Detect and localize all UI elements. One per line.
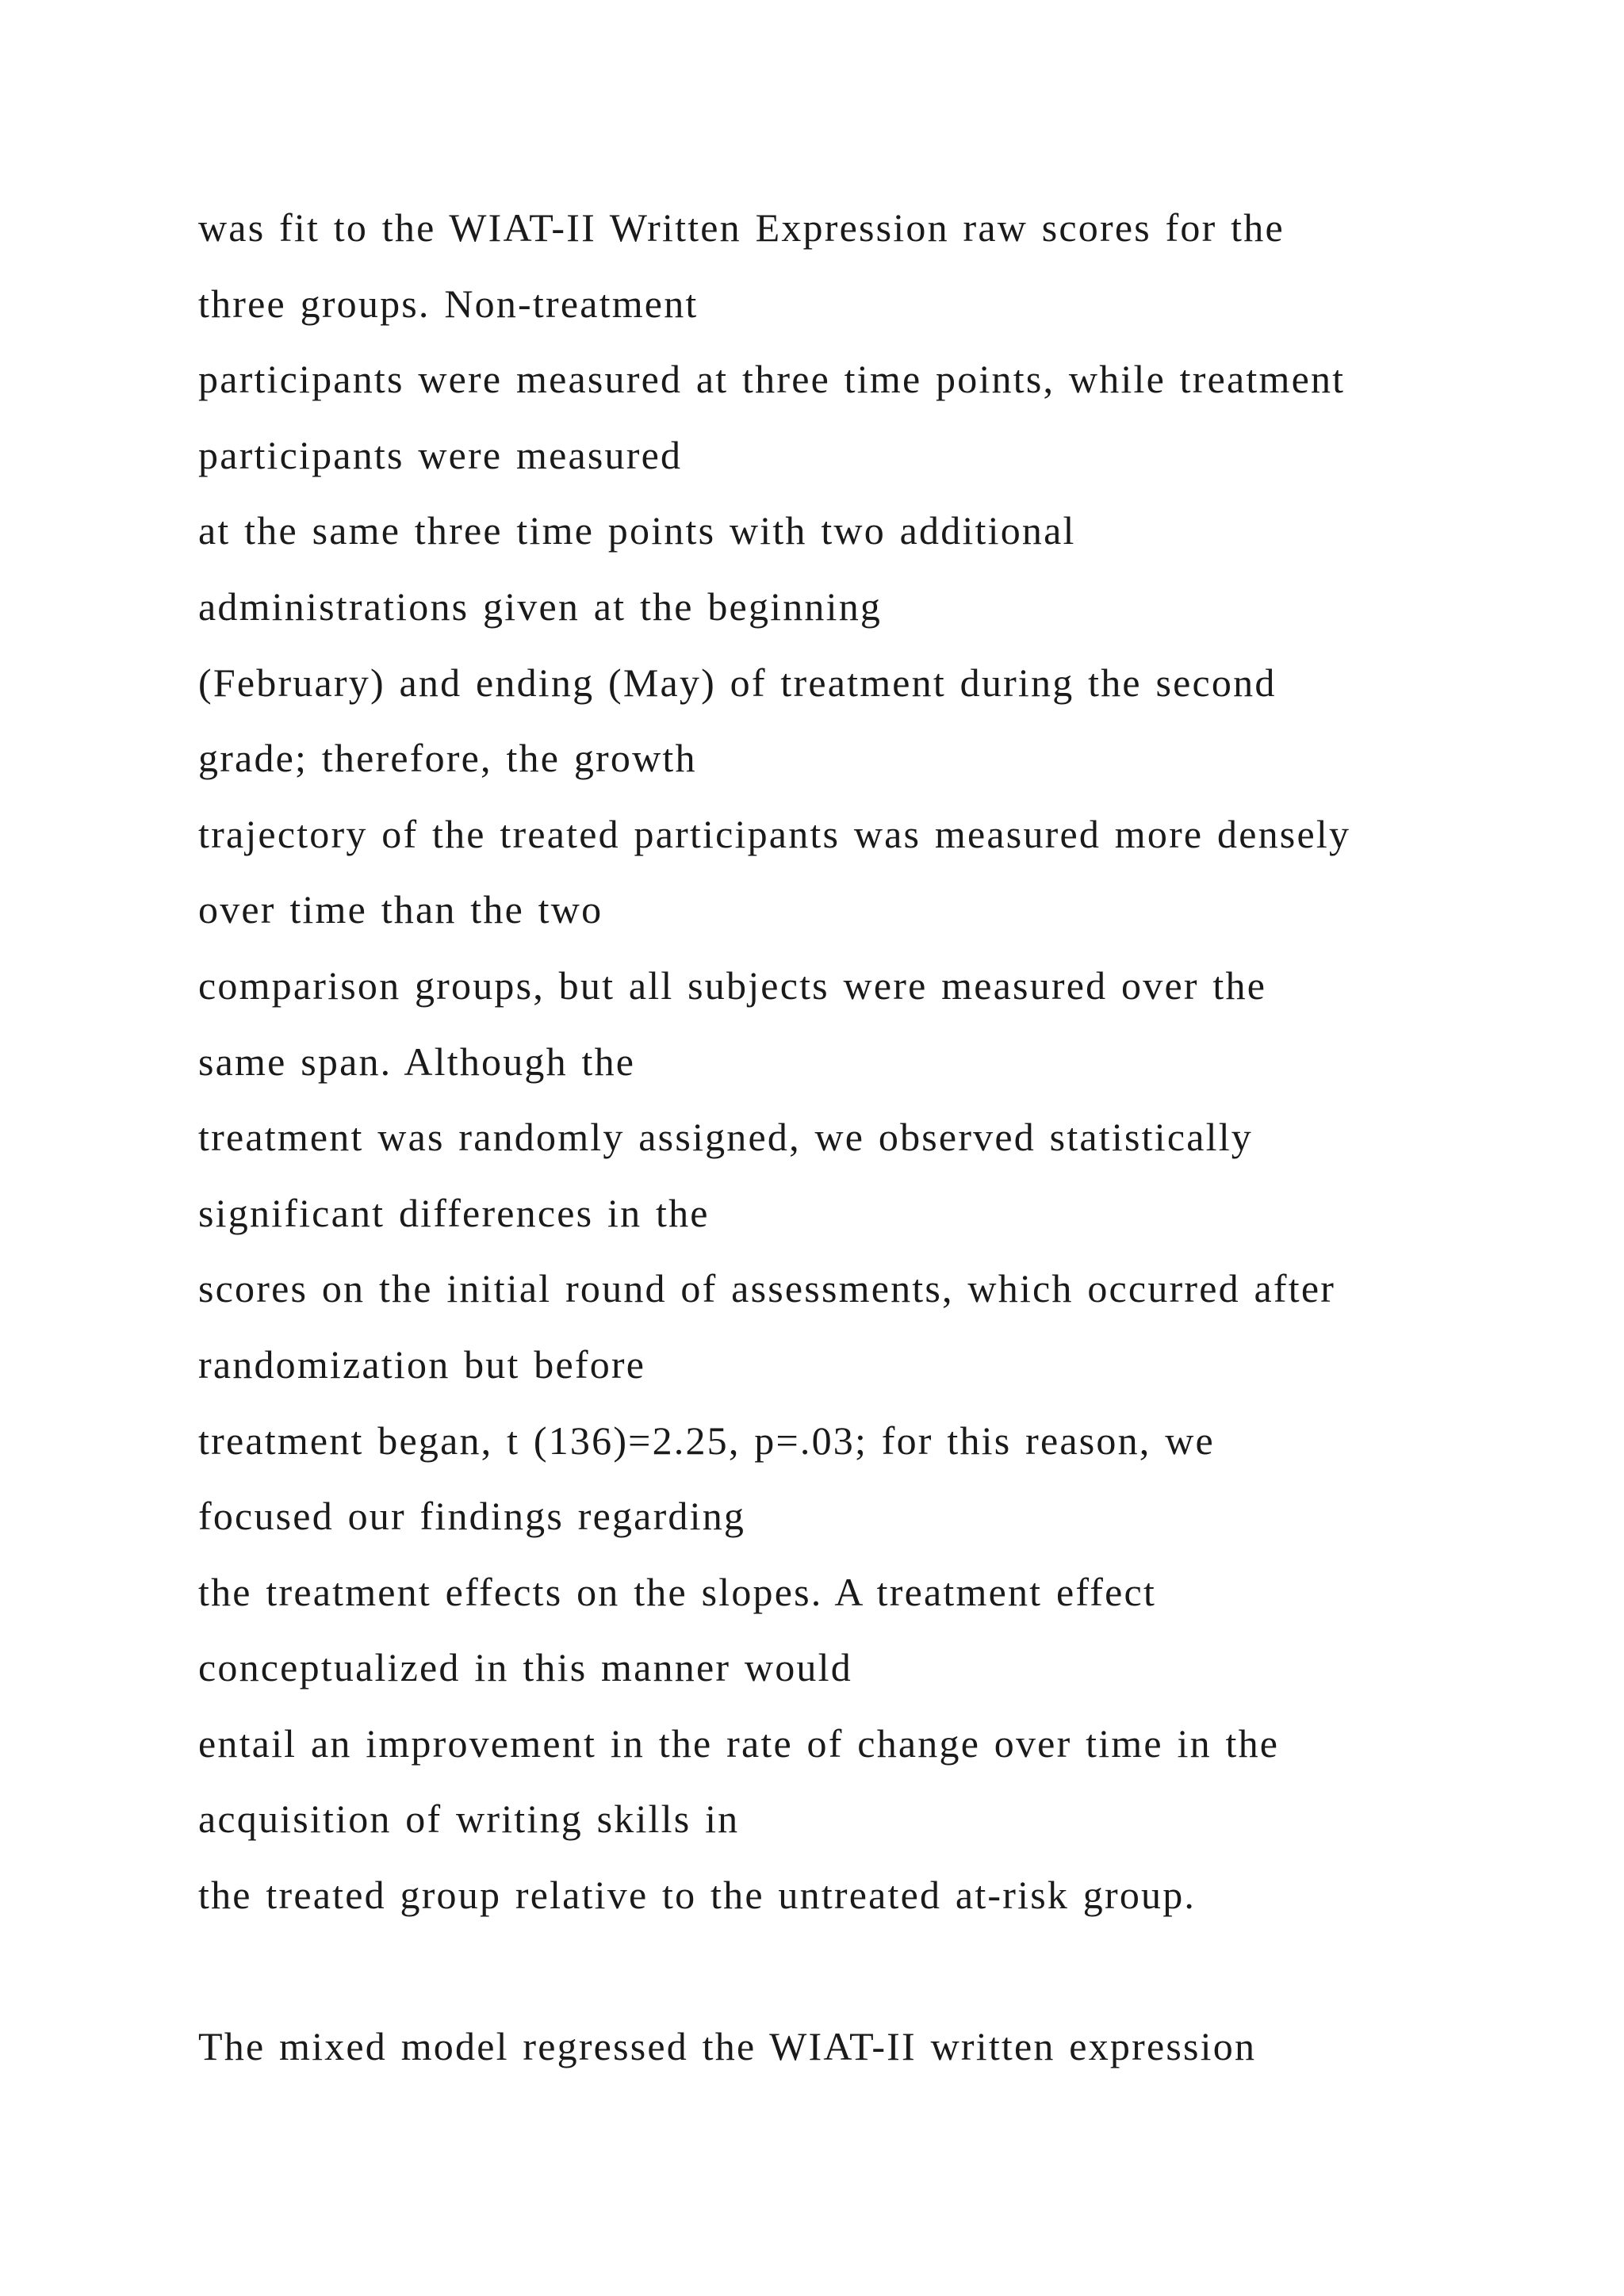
paragraph-gap (198, 1934, 1594, 2010)
text-line: conceptualized in this manner would (198, 1645, 852, 1690)
text-line: randomization but before (198, 1341, 646, 1387)
text-line: at the same three time points with two additional (198, 508, 1076, 553)
text-line: comparison groups, but all subjects were measured over the (198, 962, 1267, 1008)
text-line: same span. Although the (198, 1039, 636, 1084)
text-line: scores on the initial round of assessments, which occurred after (198, 1266, 1336, 1311)
text-line: The mixed model regressed the WIAT-II written expression (198, 2024, 1257, 2069)
text-line: significant differences in the (198, 1190, 710, 1235)
text-line: the treated group relative to the untreated at-risk group. (198, 1873, 1197, 1918)
text-line: participants were measured at three time points, while treatment (198, 357, 1346, 402)
text-line: administrations given at the beginning (198, 584, 883, 629)
paragraph-1 (198, 190, 1594, 1934)
text-line: grade; therefore, the growth (198, 736, 697, 781)
text-line: the treatment effects on the slopes. A treatment effect (198, 1569, 1157, 1614)
text-line: trajectory of the treated participants was measured more densely (198, 811, 1351, 856)
text-line: participants were measured (198, 432, 683, 477)
paragraph-2 (198, 2009, 1594, 2085)
text-line: acquisition of writing skills in (198, 1797, 740, 1842)
text-line: focused our findings regarding (198, 1494, 746, 1539)
text-line: treatment began, t (136)=2.25, p=.03; for this reason, we (198, 1418, 1215, 1463)
text-line: treatment was randomly assigned, we observed statistically (198, 1115, 1253, 1160)
text-line: (February) and ending (May) of treatment during the second (198, 660, 1277, 705)
document-body (198, 190, 1594, 2085)
text-line: over time than the two (198, 887, 603, 932)
text-line: three groups. Non-treatment (198, 281, 699, 326)
text-line: entail an improvement in the rate of change over time in the (198, 1720, 1280, 1766)
text-line: was fit to the WIAT-II Written Expression raw scores for the (198, 205, 1285, 250)
